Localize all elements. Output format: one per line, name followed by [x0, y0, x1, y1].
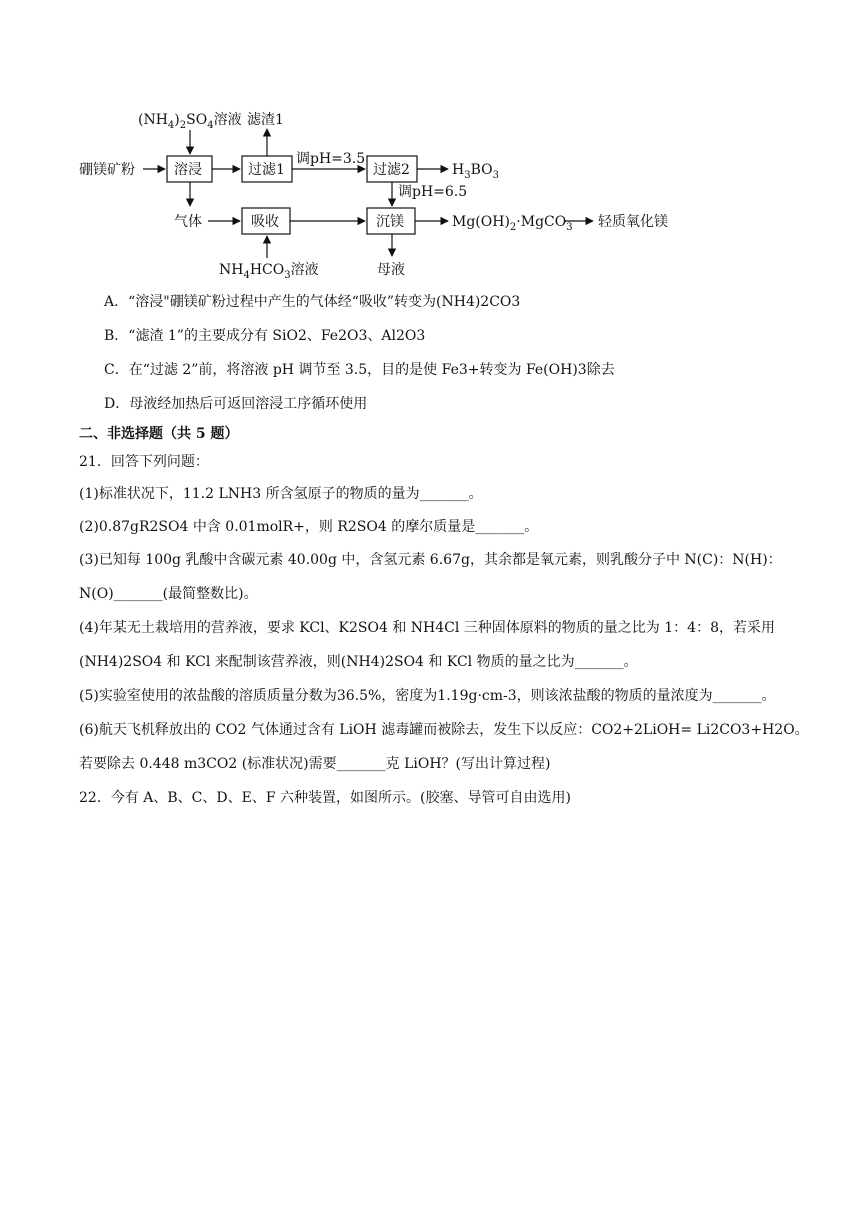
q21-part3-line1: (3)已知每 100g 乳酸中含碳元素 40.00g 中，含氢元素 6.67g，其余都是氧元素，则乳酸分子中 N(C)：N(H)： [79, 552, 782, 568]
filter2-label: 过滤2 [373, 162, 410, 178]
mother-liquor-label: 母液 [377, 262, 405, 278]
q21-part1: (1)标准状况下，11.2 LNH3 所含氢原子的物质的量为_______。 [79, 486, 483, 502]
absorb-label: 吸收 [251, 214, 279, 230]
q22-stem: 22．今有 A、B、C、D、E、F 六种装置，如图所示。(胶塞、导管可自由选用) [79, 790, 571, 806]
section-title: 二、非选择题（共 5 题） [79, 426, 239, 442]
q21-part4-line1: (4)年某无土栽培用的营养液，要求 KCl、K2SO4 和 NH4Cl 三种固体原料的物质的量之比为 1：4：8，若采用 [79, 620, 775, 636]
precip-label: 沉镁 [376, 214, 404, 230]
filter1-label: 过滤1 [248, 162, 285, 178]
q21-part2: (2)0.87gR2SO4 中含 0.01molR+，则 R2SO4 的摩尔质量是_______。 [79, 519, 539, 535]
q21-part3-line2: N(O)_______(最简整数比)。 [79, 586, 258, 602]
process-flowchart [70, 100, 710, 285]
leach-label: 溶浸 [174, 162, 202, 178]
q21-part4-line2: (NH4)2SO4 和 KCl 来配制该营养液，则(NH4)2SO4 和 KCl 物质的量之比为_______。 [79, 654, 638, 670]
option-a: A．“溶浸"硼镁矿粉过程中产生的气体经“吸收”转变为(NH4)2CO3 [104, 294, 521, 310]
option-b: B．“滤渣 1”的主要成分有 SiO2、Fe2O3、Al2O3 [104, 328, 426, 344]
input-bottom: $NH_4HCO_3$溶液 [219, 262, 319, 281]
ph1-label: 调pH=3.5 [296, 151, 366, 167]
option-d: D．母液经加热后可返回溶浸工序循环使用 [104, 396, 368, 412]
raw-material-label: 硼镁矿粉 [79, 162, 135, 178]
q21-part5: (5)实验室使用的浓盐酸的溶质质量分数为36.5%，密度为1.19g·cm-3，则该浓盐酸的物质的量浓度为_______。 [79, 688, 776, 704]
ph2-label: 调pH=6.5 [398, 184, 468, 200]
residue1-label: 滤渣1 [247, 112, 284, 128]
q21-part6-line2: 若要除去 0.448 m3CO2 (标准状况)需要_______克 LiOH？(写出计算过程) [79, 756, 551, 772]
boric-acid-label: $H_3BO_3$ [452, 162, 499, 181]
mg-product-label: $Mg(OH)_2\cdot MgCO_3$ [452, 214, 573, 233]
q21-stem: 21．回答下列问题： [79, 454, 209, 470]
option-c: C．在“过滤 2”前，将溶液 pH 调节至 3.5，目的是使 Fe3+转变为 Fe(OH)3除去 [104, 362, 615, 378]
final-product-label: 轻质氧化镁 [598, 214, 668, 230]
q21-part6-line1: (6)航天飞机释放出的 CO2 气体通过含有 LiOH 滤毒罐而被除去，发生下以反应：CO2+2LiOH= Li2CO3+H2O。 [79, 722, 809, 738]
gas-label: 气体 [174, 214, 202, 230]
input-top: $(NH_4)_2SO_4$溶液 [138, 112, 242, 131]
